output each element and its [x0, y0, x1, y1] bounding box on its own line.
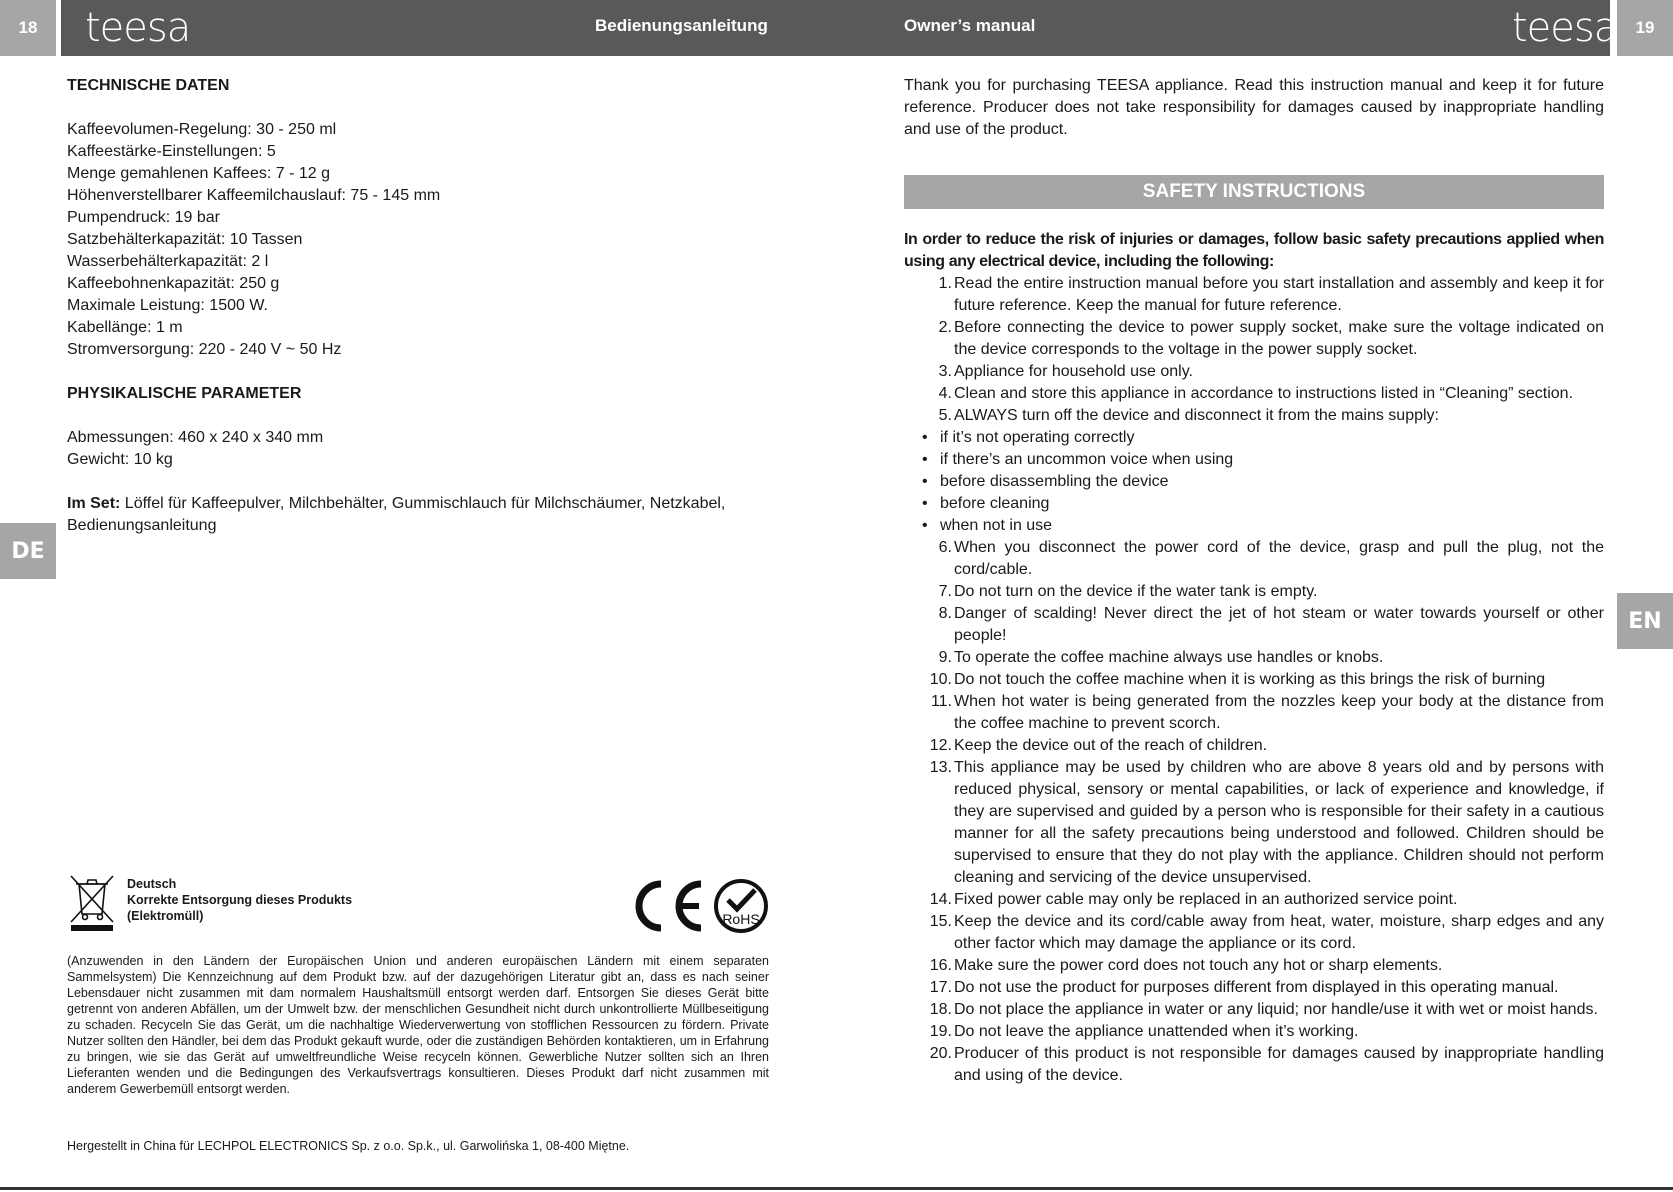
left-page-content [67, 75, 769, 537]
rule-text: Fixed power cable may only be replaced in an authorized service point. [954, 891, 1458, 908]
rule-text: Danger of scalding! Never direct the jet of hot steam or water towards yourself or other people! [954, 605, 1604, 644]
weee-bin-icon [67, 872, 117, 932]
page-bottom-rule [0, 1187, 1673, 1190]
physical-spec-item: Gewicht: 10 kg [67, 451, 173, 468]
disconnect-condition-item: • if there’s an uncommon voice when using [904, 449, 1604, 471]
rule-number: 15. [929, 913, 952, 930]
disconnect-condition-item: • before cleaning [904, 493, 1604, 515]
safety-rule-item [904, 669, 1604, 691]
safety-rule-item [904, 537, 1604, 581]
safety-rule-item [904, 383, 1604, 405]
physical-specs-list [67, 427, 769, 471]
rule-number: 5. [938, 407, 952, 424]
manufacturer-line: Hergestellt in China für LECHPOL ELECTRONICS Sp. z o.o. Sp.k., ul. Garwolińska 1, 08-400 Miętne. [67, 1138, 630, 1153]
safety-lead: In order to reduce the risk of injuries or damages, follow basic safety precautions applied when using any electrical device, including the following: [904, 231, 1604, 270]
safety-rule-item [904, 911, 1604, 955]
rule-number: 8. [938, 605, 952, 622]
right-logo: teesa [1512, 5, 1618, 51]
technical-spec-item: Kabellänge: 1 m [67, 319, 183, 336]
technical-spec-item: Menge gemahlenen Kaffees: 7 - 12 g [67, 165, 330, 182]
rule-text: Appliance for household use only. [954, 363, 1193, 380]
safety-rule-item [904, 647, 1604, 669]
rule-number: 4. [938, 385, 952, 402]
left-logo: teesa [85, 5, 191, 51]
disposal-notice [67, 872, 769, 1153]
disposal-title-line: Korrekte Entsorgung dieses Produkts [127, 893, 353, 907]
set-text: Löffel für Kaffeepulver, Milchbehälter, Gummischlauch für Milchschäumer, Netzkabel, Bedienungsanleitung [67, 495, 726, 534]
technical-specs-list [67, 119, 769, 361]
safety-rule-item [904, 1021, 1604, 1043]
physical-spec-item: Abmessungen: 460 x 240 x 340 mm [67, 429, 324, 446]
rule-text: Keep the device out of the reach of children. [954, 737, 1268, 754]
safety-rule-item [904, 889, 1604, 911]
technical-spec-item: Kaffeestärke-Einstellungen: 5 [67, 143, 276, 160]
technical-spec-item: Maximale Leistung: 1500 W. [67, 297, 268, 314]
language-tab-de: DE [0, 523, 56, 579]
safety-rule-item [904, 691, 1604, 735]
certification-marks [629, 878, 769, 934]
physical-heading: PHYSIKALISCHE PARAMETER [67, 385, 302, 402]
rule-number: 9. [938, 649, 952, 666]
technical-spec-item: Stromversorgung: 220 - 240 V ~ 50 Hz [67, 341, 342, 358]
safety-rules-list-continued [904, 537, 1604, 1087]
rule-text: Do not place the appliance in water or any liquid; nor handle/use it with wet or moist hands. [954, 1001, 1598, 1018]
ce-mark-icon [629, 878, 705, 934]
disposal-body [67, 940, 769, 1166]
safety-rule-item [904, 405, 1604, 427]
disposal-title-line: (Elektromüll) [127, 909, 204, 923]
safety-rule-item [904, 361, 1604, 383]
rule-text: This appliance may be used by children who are above 8 years old and by persons with reduced physical, sensory or mental capabilities, or lack of experience and knowledge, if they are supervised and guided by a person who is responsible for their safety in a cautious manner for all the safety precautions being understood and followed. Children should be supervised to ensure that they do not play with the appliance. Children should not perform cleaning and servicing of the device unsupervised. [954, 759, 1604, 886]
safety-rule-item [904, 603, 1604, 647]
rule-number: 11. [930, 693, 952, 710]
safety-rule-item [904, 757, 1604, 889]
rohs-label: RoHS [722, 911, 760, 927]
right-page-content [904, 75, 1604, 1087]
safety-rule-item [904, 317, 1604, 361]
left-page-number: 18 [0, 0, 56, 56]
safety-rule-item [904, 735, 1604, 757]
rohs-mark-icon [713, 878, 769, 934]
rule-text: Do not turn on the device if the water tank is empty. [954, 583, 1318, 600]
safety-rule-item [904, 581, 1604, 603]
safety-rule-item [904, 273, 1604, 317]
rule-text: When hot water is being generated from the nozzles keep your body at the distance from the coffee machine to prevent scorch. [954, 693, 1604, 732]
rule-number: 12. [929, 737, 952, 754]
language-tab-en: EN [1617, 593, 1673, 649]
intro-paragraph: Thank you for purchasing TEESA appliance. Read this instruction manual and keep it for future reference. Producer does not take responsibility for damages caused by inappropriate handling and use of the product. [904, 77, 1604, 138]
rule-number: 17. [929, 979, 952, 996]
safety-instructions-banner: SAFETY INSTRUCTIONS [904, 175, 1604, 209]
rule-number: 14. [929, 891, 952, 908]
header-bar [61, 0, 1610, 56]
rule-text: Producer of this product is not responsible for damages caused by inappropriate handling and using of the device. [954, 1045, 1604, 1084]
rule-text: Do not use the product for purposes different from displayed in this operating manual. [954, 979, 1559, 996]
technical-spec-item: Satzbehälterkapazität: 10 Tassen [67, 231, 303, 248]
rule-number: 3. [938, 363, 952, 380]
rule-text: To operate the coffee machine always use handles or knobs. [954, 649, 1384, 666]
safety-rule-item [904, 999, 1604, 1021]
rule-text: ALWAYS turn off the device and disconnect it from the mains supply: [954, 407, 1439, 424]
safety-rules-list [904, 273, 1604, 427]
rule-number: 10. [929, 671, 952, 688]
rule-number: 13. [929, 759, 952, 776]
safety-rule-item [904, 955, 1604, 977]
technical-spec-item: Kaffeebohnenkapazität: 250 g [67, 275, 280, 292]
rule-text: Before connecting the device to power supply socket, make sure the voltage indicated on the device corresponds to the voltage in the power supply socket. [954, 319, 1604, 358]
disposal-body-text: (Anzuwenden in den Ländern der Europäischen Union und anderen europäischen Ländern mit einem separaten Sammelsystem) Die Kennzeichnung auf dem Produkt bzw. auf der dazugehörigen Literatur gibt an, dass es nach seiner Lebensdauer nicht zusammen mit dam normalem Haushaltsmüll entsorgt werden darf. Entsorgen Sie dieses Gerät bitte getrennt von anderen Abfällen, um der Umwelt bzw. der menschlichen Gesundheit nicht durch unkontrollierte Müllbeseitigung zu schaden. Recyceln Sie das Gerät, um die nachhaltige Wiederverwertung von stofflichen Ressourcen zu fördern. Private Nutzer sollten den Händler, bei dem das Produkt gekauft wurde, oder die zuständigen Behörden kontaktieren, um in Erfahrung zu bringen, wie sie das Gerät auf umweltfreundliche Weise recyceln können. Gewerbliche Nutzer sollten sich an Ihren Lieferanten wenden und die Bedingungen des Verkaufsvertrags konsultieren. Dieses Produkt darf nicht zusammen mit anderem Gewerbemüll entsorgt werden. [67, 953, 769, 1096]
rule-number: 16. [929, 957, 952, 974]
rule-number: 2. [938, 319, 952, 336]
technical-spec-item: Kaffeevolumen-Regelung: 30 - 250 ml [67, 121, 337, 138]
rule-text: When you disconnect the power cord of the device, grasp and pull the plug, not the cord/cable. [954, 539, 1604, 578]
rule-text: Clean and store this appliance in accordance to instructions listed in “Cleaning” section. [954, 385, 1574, 402]
technical-heading: TECHNISCHE DATEN [67, 77, 230, 94]
disconnect-condition-item: • if it’s not operating correctly [904, 427, 1604, 449]
rule-text: Read the entire instruction manual before you start installation and assembly and keep it for future reference. Keep the manual for future reference. [954, 275, 1604, 314]
set-label: Im Set: [67, 495, 121, 512]
rule-number: 20. [929, 1045, 952, 1062]
rule-number: 7. [938, 583, 952, 600]
disconnect-condition-item: • when not in use [904, 515, 1604, 537]
technical-spec-item: Pumpendruck: 19 bar [67, 209, 220, 226]
disconnect-conditions-list [904, 427, 1604, 537]
rule-number: 1. [938, 275, 952, 292]
rule-text: Do not touch the coffee machine when it is working as this brings the risk of burning [954, 671, 1546, 688]
rule-text: Keep the device and its cord/cable away from heat, water, moisture, sharp edges and any other factor which may damage the appliance or its cord. [954, 913, 1604, 952]
disconnect-condition-item: • before disassembling the device [904, 471, 1604, 493]
right-page-number: 19 [1617, 0, 1673, 56]
safety-rule-item [904, 1043, 1604, 1087]
rule-text: Make sure the power cord does not touch any hot or sharp elements. [954, 957, 1443, 974]
technical-spec-item: Wasserbehälterkapazität: 2 l [67, 253, 269, 270]
set-contents [67, 493, 769, 537]
disposal-title-line: Deutsch [127, 877, 177, 891]
right-header-title: Owner’s manual [904, 16, 1036, 35]
rule-text: Do not leave the appliance unattended when it’s working. [954, 1023, 1359, 1040]
left-header-title: Bedienungsanleitung [595, 16, 768, 35]
rule-number: 18. [929, 1001, 952, 1018]
rule-number: 19. [929, 1023, 952, 1040]
safety-rule-item [904, 977, 1604, 999]
disposal-title [127, 876, 352, 924]
rule-number: 6. [938, 539, 952, 556]
technical-spec-item: Höhenverstellbarer Kaffeemilchauslauf: 75 - 145 mm [67, 187, 441, 204]
